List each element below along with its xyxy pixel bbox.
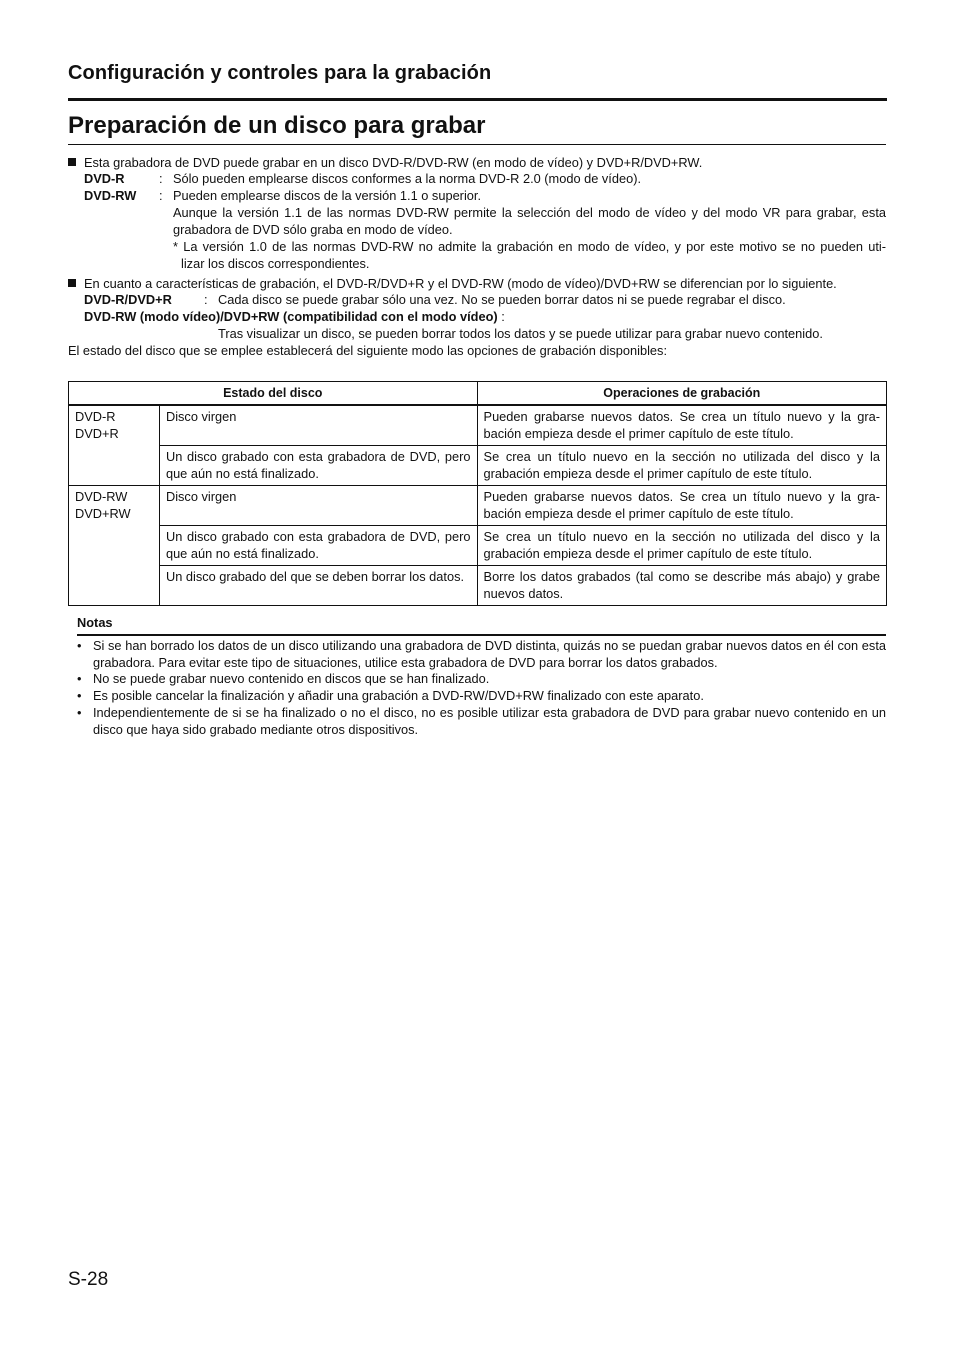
dvd-r-description: Sólo pueden emplearse discos conformes a la norma DVD-R 2.0 (modo de vídeo). [173,171,642,186]
column-header-recording-ops: Operaciones de grabación [477,382,886,406]
list-item [77,704,886,738]
note-text: Es posible cancelar la finalización y añadir una grabación a DVD-RW/DVD+RW finalizado con este aparato. [93,688,704,703]
notes-heading: Notas [77,615,113,630]
table-row [69,526,887,566]
page-number: S-28 [68,1269,109,1290]
list-item [77,637,886,671]
table-row [69,405,887,446]
section-title: Configuración y controles para la grabación [68,62,492,84]
dvd-r-label: DVD-R [84,171,125,186]
recording-op-cell: Se crea un título nuevo en la sección no utilizada del disco y la grabación empieza desde el primer capítulo de este título. [477,446,886,486]
square-bullet-icon [68,158,76,166]
intro-paragraph: En cuanto a características de grabación, el DVD-R/DVD+R y el DVD-RW (modo de vídeo)/DVD+RW se diferencian por lo siguiente. [84,276,837,291]
table-row [69,566,887,606]
label-colon: : [159,188,163,203]
list-item [77,687,886,704]
disc-state-cell: Disco virgen [159,486,477,526]
bullet-icon: • [77,705,82,720]
dvd-rw-label: DVD-RW [84,188,137,203]
table-row [69,486,887,526]
square-bullet-icon [68,279,76,287]
bullet-icon: • [77,688,82,703]
recording-op-cell: Se crea un título nuevo en la sección no utilizada del disco y la grabación empieza desde el primer capítulo de este título. [477,526,886,566]
dvd-rw-description: Pueden emplearse discos de la versión 1.1 o superior. [173,188,482,203]
table-header-row [69,382,887,406]
disc-state-cell: Un disco grabado con esta grabadora de DVD, pero que aún no está finalizado. [159,526,477,566]
dvd-r-plus-label: DVD-R/DVD+R [84,292,172,307]
disc-type-cell: DVD-R DVD+R [69,405,160,486]
disc-state-cell: Un disco grabado con esta grabadora de DVD, pero que aún no está finalizado. [159,446,477,486]
column-header-disc-state: Estado del disco [69,382,478,406]
note-text: No se puede grabar nuevo contenido en discos que se han finalizado. [93,671,490,686]
title-divider [68,144,886,145]
notes-divider [77,634,886,636]
dvd-rw-video-row [84,308,886,325]
section-divider [68,98,887,101]
dvd-rw-video-description: Tras visualizar un disco, se pueden borrar todos los datos y se puede utilizar para grabar nuevo contenido. [218,326,823,341]
label-colon: : [159,171,163,186]
recording-options-table [68,381,887,606]
intro-paragraph: Esta grabadora de DVD puede grabar en un disco DVD-R/DVD-RW (en modo de vídeo) y DVD+R/DVD+RW. [84,155,703,170]
bullet-icon: • [77,638,82,653]
label-colon: : [497,309,505,324]
page-title: Preparación de un disco para grabar [68,112,486,139]
recording-op-cell: Pueden grabarse nuevos datos. Se crea un título nuevo y la gra-bación empieza desde el primer capítulo de este título. [477,486,886,526]
bullet-icon: • [77,671,82,686]
disc-state-cell: Disco virgen [159,405,477,446]
dvd-rw-footnote-cont: lizar los discos correspondientes. [181,256,370,271]
disc-type-cell: DVD-RW DVD+RW [69,486,160,606]
table-row [69,446,887,486]
dvd-rw-video-label: DVD-RW (modo vídeo)/DVD+RW (compatibilidad con el modo vídeo) [84,309,498,324]
disc-state-cell: Un disco grabado del que se deben borrar los datos. [159,566,477,606]
note-text: Independientemente de si se ha finalizado o no el disco, no es posible utilizar esta grabadora de DVD para grabar nuevo contenido en un disco que haya sido grabado mediante otros dispositivos. [93,705,886,737]
dvd-rw-footnote: * La versión 1.0 de las normas DVD-RW no admite la grabación en modo de vídeo, y por este motivo se no pueden uti- [173,239,886,254]
list-item [77,670,886,687]
note-text: Si se han borrado los datos de un disco utilizando una grabadora de DVD distinta, quizás no se puedan grabar nuevos datos en él con esta grabadora. Para evitar este tipo de situaciones, utilice esta grabadora de DVD para borrar los datos grabados. [93,638,886,670]
recording-op-cell: Borre los datos grabados (tal como se describe más abajo) y grabe nuevos datos. [477,566,886,606]
dvd-r-plus-description: Cada disco se puede grabar sólo una vez. No se pueden borrar datos ni se puede regrabar el disco. [218,292,786,307]
dvd-rw-detail: Aunque la versión 1.1 de las normas DVD-RW permite la selección del modo de vídeo y del modo VR para grabar, esta grabadora de DVD sólo graba en modo de vídeo. [173,205,886,237]
recording-op-cell: Pueden grabarse nuevos datos. Se crea un título nuevo y la gra-bación empieza desde el primer capítulo de este título. [477,405,886,446]
label-colon: : [204,292,208,307]
table-intro: El estado del disco que se emplee establecerá del siguiente modo las opciones de grabación disponibles: [68,343,667,358]
